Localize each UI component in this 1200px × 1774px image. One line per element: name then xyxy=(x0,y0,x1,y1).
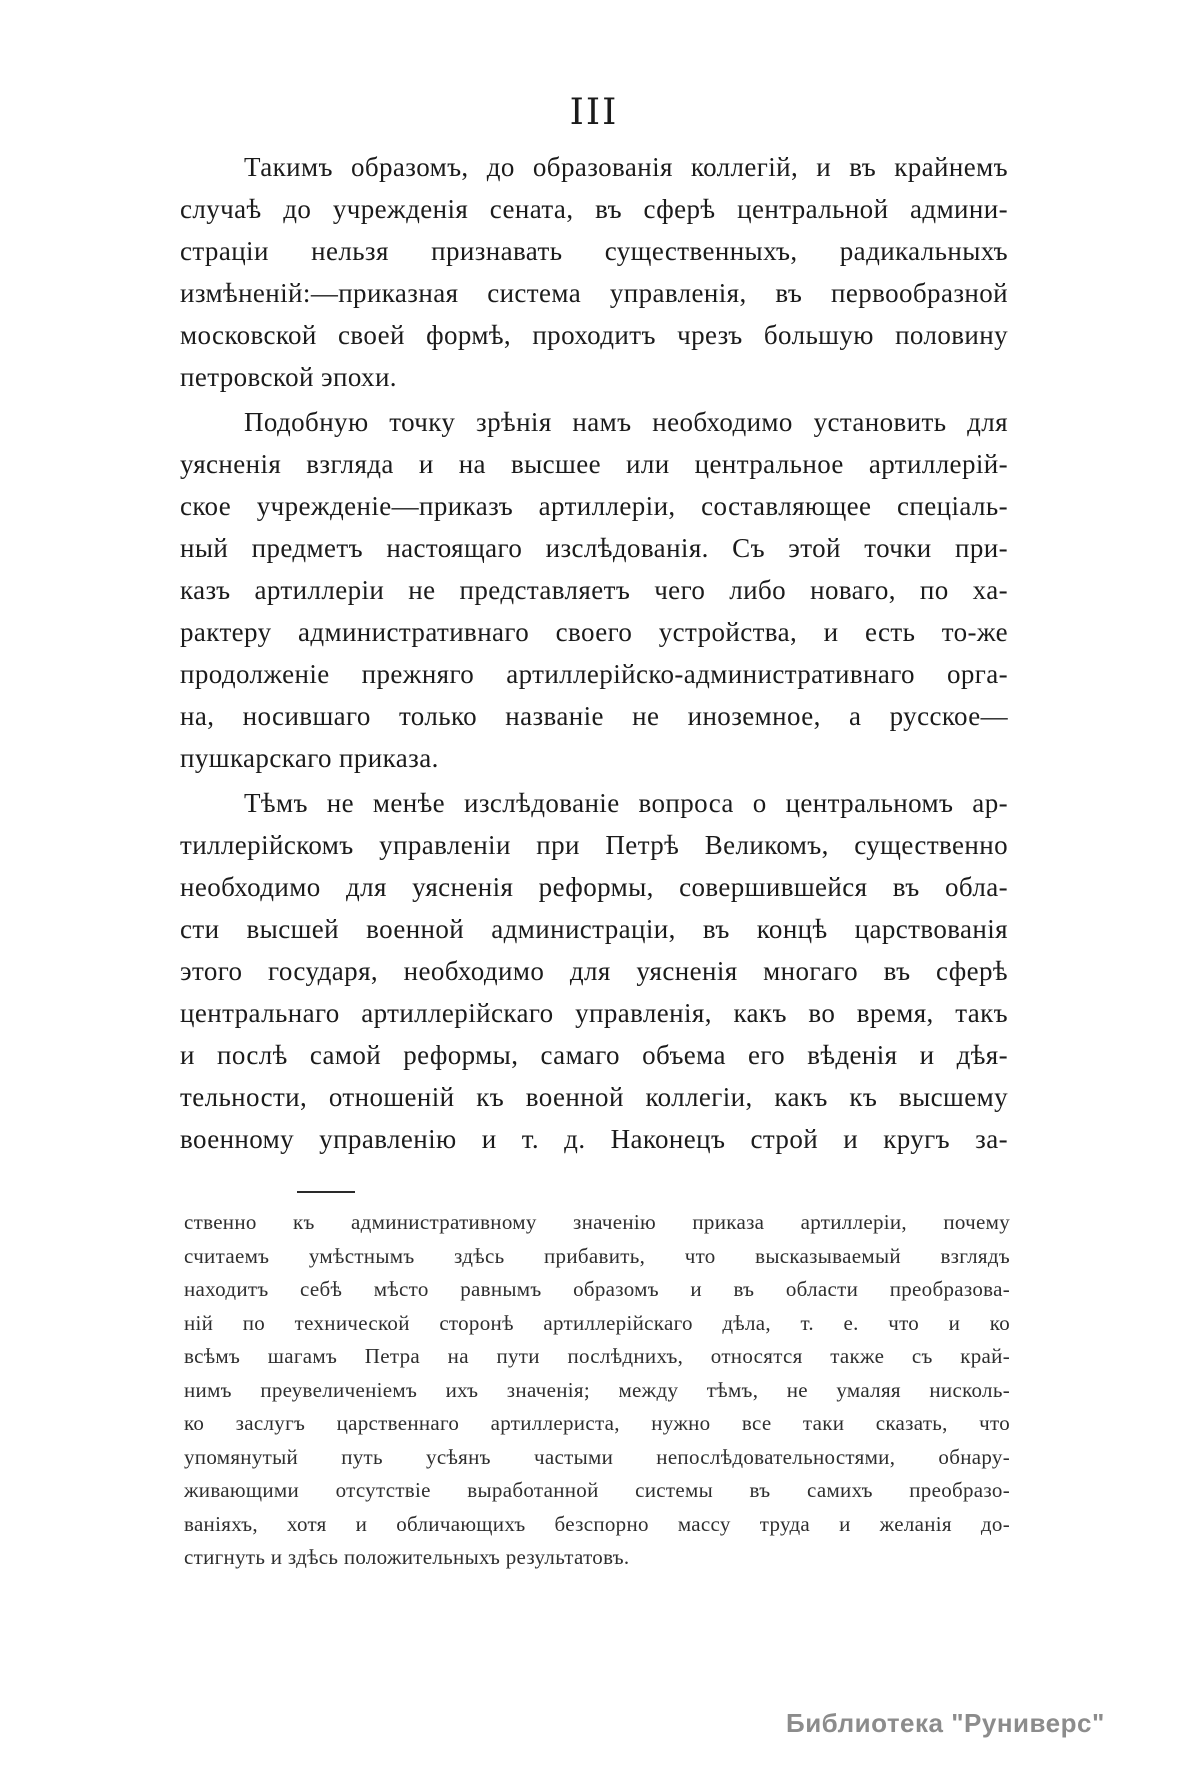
footnote-line: ко заслугъ царственнаго артиллериста, нужно все таки сказать, что xyxy=(184,1411,1010,1435)
footnote-line: ній по технической сторонѣ артиллерійскаго дѣла, т. е. что и ко xyxy=(184,1310,1010,1335)
footnote-line: считаемъ умѣстнымъ здѣсь прибавить, что высказываемый взглядъ xyxy=(184,1243,1010,1268)
footnote-line: стигнуть и здѣсь положительныхъ результатовъ. xyxy=(184,1545,630,1569)
paragraph-3 xyxy=(180,782,1008,1160)
footnote xyxy=(184,1206,1010,1575)
footnote-separator xyxy=(297,1191,355,1193)
text-line: тиллерійскомъ управленіи при Петрѣ Великомъ, существенно xyxy=(180,830,1008,860)
footnote-line: живающими отсутствіе выработанной системы въ самихъ преобразо- xyxy=(184,1478,1010,1502)
footnote-line: ственно къ административному значенію приказа артиллеріи, почему xyxy=(184,1210,1010,1234)
text-line: и послѣ самой реформы, самаго объема его вѣденія и дѣя- xyxy=(180,1040,1008,1070)
text-line: военному управленію и т. д. Наконецъ строй и кругъ за- xyxy=(180,1124,1008,1154)
main-text xyxy=(180,146,1008,1163)
text-line: тельности, отношеній къ военной коллегіи, какъ къ высшему xyxy=(180,1082,1008,1112)
text-line: Подобную точку зрѣнія намъ необходимо установить для xyxy=(244,407,1008,437)
text-line: Тѣмъ не менѣе изслѣдованіе вопроса о центральномъ ар- xyxy=(244,788,1008,818)
text-line: рактеру административнаго своего устройства, и есть то-же xyxy=(180,617,1008,647)
text-line: петровской эпохи. xyxy=(180,362,397,392)
library-watermark: Библиотека "Руниверс" xyxy=(786,1708,1105,1738)
text-line: страціи нельзя признавать существенныхъ, радикальныхъ xyxy=(180,236,1008,266)
text-line: московской своей формѣ, проходитъ чрезъ большую половину xyxy=(180,320,1008,350)
footnote-line: находитъ себѣ мѣсто равнымъ образомъ и въ области преобразова- xyxy=(184,1277,1010,1301)
paragraph-1 xyxy=(180,146,1008,398)
text-line: случаѣ до учрежденія сената, въ сферѣ центральной админи- xyxy=(180,194,1008,224)
text-line: казъ артиллеріи не представляетъ чего либо новаго, по ха- xyxy=(180,575,1008,605)
text-line: ный предметъ настоящаго изслѣдованія. Съ этой точки при- xyxy=(180,533,1008,563)
text-line: Такимъ образомъ, до образованія коллегій, и въ крайнемъ xyxy=(244,152,1008,182)
footnote-line: упомянутый путь усѣянъ частыми непослѣдовательностями, обнару- xyxy=(184,1444,1010,1469)
text-line: центральнаго артиллерійскаго управленія, какъ во время, такъ xyxy=(180,998,1008,1028)
footnote-line: нимъ преувеличеніемъ ихъ значенія; между тѣмъ, не умаляя нисколь- xyxy=(184,1377,1010,1402)
text-line: этого государя, необходимо для уясненія многаго въ сферѣ xyxy=(180,956,1008,986)
text-line: пушкарскаго приказа. xyxy=(180,743,439,773)
text-line: ское учрежденіе—приказъ артиллеріи, составляющее спеціаль- xyxy=(180,491,1008,521)
footnote-line: всѣмъ шагамъ Петра на пути послѣднихъ, относятся также съ край- xyxy=(184,1344,1010,1368)
footnote-line: ваніяхъ, хотя и обличающихъ безспорно массу труда и желанія до- xyxy=(184,1511,1010,1536)
text-line: необходимо для уясненія реформы, совершившейся въ обла- xyxy=(180,872,1008,902)
page-number: III xyxy=(569,92,619,133)
text-line: продолженіе прежняго артиллерійско-административнаго орга- xyxy=(180,659,1008,689)
paragraph-2 xyxy=(180,401,1008,779)
text-line: сти высшей военной администраціи, въ концѣ царствованія xyxy=(180,914,1008,944)
text-line: уясненія взгляда и на высшее или центральное артиллерій- xyxy=(180,449,1008,479)
text-line: на, носившаго только названіе не иноземное, а русское— xyxy=(180,701,1008,731)
text-line: измѣненій:—приказная система управленія, въ первообразной xyxy=(180,278,1008,308)
